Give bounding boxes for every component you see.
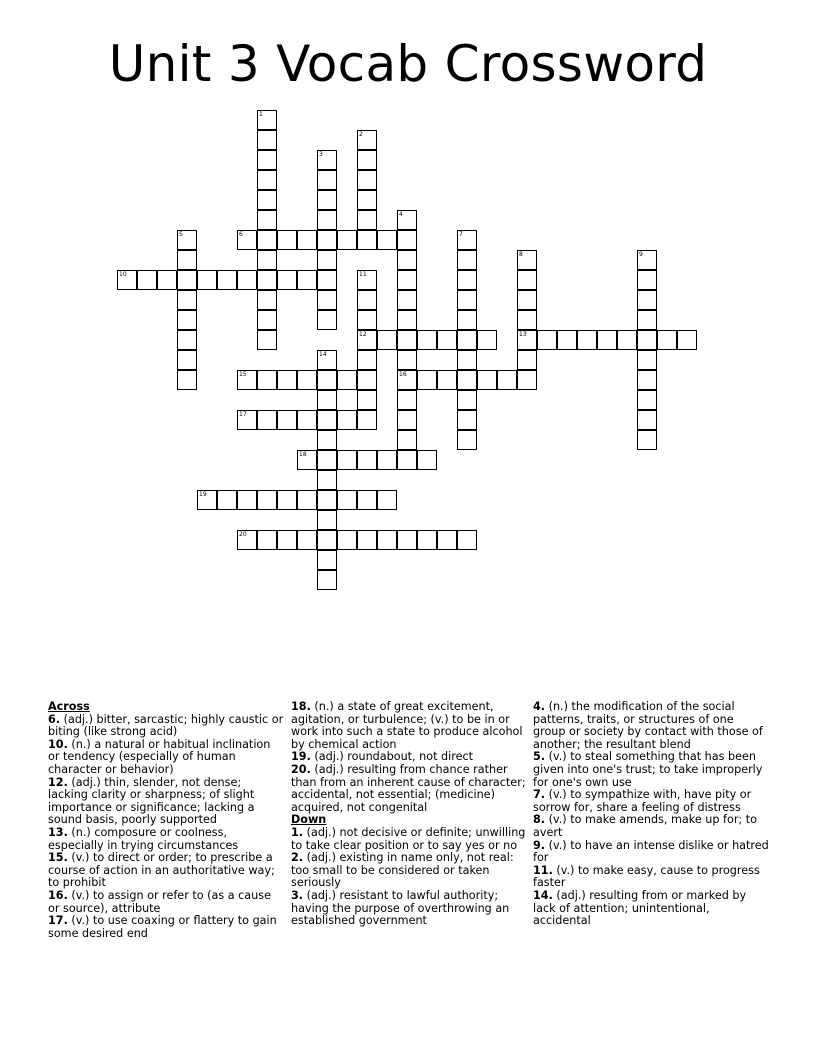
grid-cell[interactable] [637,410,657,430]
clue-number-label: 13 [519,331,527,338]
down-clue [533,701,769,751]
grid-cell[interactable] [257,370,277,390]
grid-cell[interactable] [137,270,157,290]
down-clue [533,865,769,890]
clue-text: (v.) to have an intense dislike or hatred for [533,838,769,865]
clue-number: 1. [291,825,304,839]
clue-number-label: 5 [179,231,183,238]
grid-cell[interactable] [237,230,257,250]
grid-cell[interactable] [637,310,657,330]
grid-cell[interactable] [397,450,417,470]
clue-number: 9. [533,838,546,852]
grid-cell[interactable] [337,410,357,430]
clues-column-3 [533,701,769,928]
grid-cell[interactable] [377,330,397,350]
grid-cell[interactable] [377,230,397,250]
grid-cell[interactable] [357,350,377,370]
down-clue [533,890,769,928]
across-clue [48,852,284,890]
grid-cell[interactable] [457,270,477,290]
grid-cell[interactable] [237,270,257,290]
clue-text: (adj.) thin, slender, not dense; lacking clarity or sharpness; of slight importance or significance; lacking a sound basis, poorly supported [48,775,255,827]
grid-cell[interactable] [277,530,297,550]
grid-cell[interactable] [457,350,477,370]
clue-number: 11. [533,863,553,877]
clue-text: (v.) to make easy, cause to progress faster [533,863,760,890]
clues-column-1 [48,701,284,940]
grid-cell[interactable] [357,310,377,330]
clue-number-label: 18 [299,451,307,458]
grid-cell[interactable] [377,530,397,550]
grid-cell[interactable] [177,370,197,390]
grid-cell[interactable] [177,350,197,370]
clue-text: (n.) composure or coolness, especially in trying circumstances [48,825,239,852]
clue-number-label: 4 [399,211,403,218]
down-heading: Down [291,813,327,827]
grid-cell[interactable] [517,270,537,290]
grid-cell[interactable] [477,330,497,350]
grid-cell[interactable] [637,390,657,410]
grid-cell[interactable] [237,490,257,510]
grid-cell[interactable] [357,190,377,210]
grid-cell[interactable] [297,490,317,510]
grid-cell[interactable] [517,290,537,310]
grid-cell[interactable] [457,250,477,270]
grid-cell[interactable] [197,270,217,290]
grid-cell[interactable] [257,230,277,250]
clue-number: 8. [533,813,546,827]
grid-cell[interactable] [257,330,277,350]
grid-cell[interactable] [317,190,337,210]
grid-cell[interactable] [277,490,297,510]
grid-cell[interactable] [437,370,457,390]
clue-text: (adj.) resistant to lawful authority; having the purpose of overthrowing an established government [291,888,510,928]
clue-text: (v.) to use coaxing or flattery to gain some desired end [48,914,277,940]
grid-cell[interactable] [357,370,377,390]
grid-cell[interactable] [457,390,477,410]
grid-cell[interactable] [277,270,297,290]
grid-cell[interactable] [257,170,277,190]
grid-cell[interactable] [177,330,197,350]
grid-cell[interactable] [217,490,237,510]
grid-cell[interactable] [397,210,417,230]
clue-text: (v.) to steal something that has been given into one's trust; to take improperly for one's own use [533,750,763,789]
down-clue [291,827,527,852]
grid-cell[interactable] [337,490,357,510]
grid-cell[interactable] [377,450,397,470]
grid-cell[interactable] [357,450,377,470]
grid-cell[interactable] [337,370,357,390]
grid-cell[interactable] [457,410,477,430]
grid-cell[interactable] [317,430,337,450]
grid-cell[interactable] [397,530,417,550]
grid-cell[interactable] [177,230,197,250]
clue-number-label: 2 [359,131,363,138]
grid-cell[interactable] [177,290,197,310]
grid-cell[interactable] [317,350,337,370]
clue-number: 3. [291,888,304,902]
clue-text: (adj.) roundabout, not direct [310,750,474,764]
clue-text: (adj.) resulting from or marked by lack of attention; unintentional, accidental [533,888,747,928]
grid-cell[interactable] [457,310,477,330]
grid-cell[interactable] [657,330,677,350]
grid-cell[interactable] [397,290,417,310]
grid-cell[interactable] [317,570,337,590]
down-clue [533,840,769,865]
clue-number: 18. [291,700,311,713]
clue-number-label: 8 [519,251,523,258]
grid-cell[interactable] [257,310,277,330]
grid-cell[interactable] [337,530,357,550]
down-clue [291,890,527,928]
grid-cell[interactable] [317,250,337,270]
grid-cell[interactable] [317,310,337,330]
across-clue [291,764,527,814]
grid-cell[interactable] [397,250,417,270]
grid-cell[interactable] [217,270,237,290]
grid-cell[interactable] [397,410,417,430]
grid-cell[interactable] [357,530,377,550]
grid-cell[interactable] [457,230,477,250]
across-clue [48,827,284,852]
clue-number-label: 11 [359,271,367,278]
clue-text: (v.) to direct or order; to prescribe a course of action in an authoritative way; to prohibit [48,851,275,890]
grid-cell[interactable] [317,530,337,550]
grid-cell[interactable] [357,210,377,230]
clue-number-label: 9 [639,251,643,258]
clue-number: 16. [48,888,68,902]
clue-text: (n.) a natural or habitual inclination or tendency (especially of human character or behavior) [48,737,271,776]
clue-number: 4. [533,700,546,713]
clue-number: 10. [48,737,68,751]
grid-cell[interactable] [377,490,397,510]
grid-cell[interactable] [437,530,457,550]
grid-cell[interactable] [637,430,657,450]
grid-cell[interactable] [637,270,657,290]
grid-cell[interactable] [397,270,417,290]
grid-cell[interactable] [237,410,257,430]
grid-cell[interactable] [197,490,217,510]
grid-cell[interactable] [397,330,417,350]
down-clue [533,814,769,839]
clue-number-label: 3 [319,151,323,158]
grid-cell[interactable] [257,190,277,210]
grid-cell[interactable] [557,330,577,350]
clue-text: (n.) a state of great excitement, agitation, or turbulence; (v.) to be in or work into such a state to produce alcohol by chemical action [291,700,523,751]
grid-cell[interactable] [357,270,377,290]
grid-cell[interactable] [257,150,277,170]
grid-cell[interactable] [317,370,337,390]
clue-text: (v.) to make amends, make up for; to avert [533,813,757,839]
grid-cell[interactable] [277,230,297,250]
grid-cell[interactable] [357,150,377,170]
grid-cell[interactable] [297,450,317,470]
clue-number-label: 15 [239,371,247,378]
grid-cell[interactable] [357,230,377,250]
clue-text: (v.) to assign or refer to (as a cause or source), attribute [48,888,271,915]
clue-number: 13. [48,825,68,839]
grid-cell[interactable] [637,350,657,370]
grid-cell[interactable] [317,470,337,490]
grid-cell[interactable] [317,550,337,570]
clue-text: (adj.) existing in name only, not real: too small to be considered or taken seriously [291,851,514,890]
grid-cell[interactable] [317,390,337,410]
grid-cell[interactable] [257,130,277,150]
clue-number-label: 16 [399,371,407,378]
grid-cell[interactable] [297,230,317,250]
grid-cell[interactable] [397,310,417,330]
grid-cell[interactable] [257,490,277,510]
grid-cell[interactable] [517,330,537,350]
grid-cell[interactable] [277,410,297,430]
grid-cell[interactable] [257,530,277,550]
down-clue [533,751,769,789]
grid-cell[interactable] [577,330,597,350]
clue-number: 20. [291,762,311,776]
clue-number: 15. [48,851,68,865]
clue-number-label: 10 [119,271,127,278]
grid-cell[interactable] [417,330,437,350]
grid-cell[interactable] [517,310,537,330]
grid-cell[interactable] [397,350,417,370]
grid-cell[interactable] [317,150,337,170]
grid-cell[interactable] [157,270,177,290]
grid-cell[interactable] [297,270,317,290]
grid-cell[interactable] [597,330,617,350]
grid-cell[interactable] [457,430,477,450]
grid-cell[interactable] [637,330,657,350]
grid-cell[interactable] [637,370,657,390]
grid-cell[interactable] [317,170,337,190]
grid-cell[interactable] [417,530,437,550]
grid-cell[interactable] [617,330,637,350]
grid-cell[interactable] [317,270,337,290]
clue-number: 6. [48,712,61,726]
grid-cell[interactable] [177,250,197,270]
clue-text: (adj.) not decisive or definite; unwilling to take clear position or to say yes or no [291,825,526,852]
grid-cell[interactable] [257,270,277,290]
grid-cell[interactable] [397,230,417,250]
across-clue [48,777,284,827]
grid-cell[interactable] [457,530,477,550]
grid-cell[interactable] [417,450,437,470]
grid-cell[interactable] [457,330,477,350]
clue-number-label: 7 [459,231,463,238]
clue-number: 12. [48,775,68,789]
grid-cell[interactable] [517,250,537,270]
grid-cell[interactable] [317,410,337,430]
grid-cell[interactable] [317,510,337,530]
grid-cell[interactable] [117,270,137,290]
grid-cell[interactable] [357,290,377,310]
grid-cell[interactable] [637,290,657,310]
clue-number-label: 12 [359,331,367,338]
grid-cell[interactable] [397,430,417,450]
grid-cell[interactable] [357,170,377,190]
clue-number-label: 20 [239,531,247,538]
grid-cell[interactable] [477,370,497,390]
grid-cell[interactable] [537,330,557,350]
clue-number-label: 14 [319,351,327,358]
grid-cell[interactable] [357,130,377,150]
clue-number: 5. [533,750,546,764]
clue-text: (adj.) bitter, sarcastic; highly caustic or biting (like strong acid) [48,712,284,739]
grid-cell[interactable] [317,210,337,230]
grid-cell[interactable] [337,230,357,250]
clue-number-label: 19 [199,491,207,498]
clue-number-label: 1 [259,111,263,118]
across-heading: Across [48,700,90,713]
grid-cell[interactable] [297,410,317,430]
clues-column-2 [291,701,527,928]
clue-number: 7. [533,788,546,802]
grid-cell[interactable] [357,410,377,430]
grid-cell[interactable] [177,310,197,330]
grid-cell[interactable] [497,370,517,390]
across-clue [48,890,284,915]
clue-number: 14. [533,888,553,902]
grid-cell[interactable] [277,370,297,390]
grid-cell[interactable] [317,290,337,310]
grid-cell[interactable] [257,110,277,130]
grid-cell[interactable] [257,410,277,430]
across-clue [48,714,284,739]
across-clue [291,701,527,751]
across-clue [48,915,284,940]
clue-text: (v.) to sympathize with, have pity or sorrow for, share a feeling of distress [533,788,752,814]
grid-cell[interactable] [317,230,337,250]
grid-cell[interactable] [317,450,337,470]
grid-cell[interactable] [357,490,377,510]
clue-text: (adj.) resulting from chance rather than from an inherent cause of character; accidental, not essential; (medicine) acquired, not congenital [291,762,526,814]
clue-number: 19. [291,750,311,764]
grid-cell[interactable] [257,290,277,310]
grid-cell[interactable] [457,290,477,310]
down-clue [291,852,527,890]
grid-cell[interactable] [457,370,477,390]
grid-cell[interactable] [417,370,437,390]
across-clue [48,739,284,777]
grid-cell[interactable] [517,350,537,370]
grid-cell[interactable] [437,330,457,350]
grid-cell[interactable] [517,370,537,390]
grid-cell[interactable] [637,250,657,270]
grid-cell[interactable] [337,450,357,470]
clue-text: (n.) the modification of the social patterns, traits, or structures of one group or society by contact with those of another; the resultant blend [533,700,763,751]
clue-number-label: 6 [239,231,243,238]
grid-cell[interactable] [357,330,377,350]
grid-cell[interactable] [677,330,697,350]
clue-number-label: 17 [239,411,247,418]
grid-cell[interactable] [237,530,257,550]
down-clue [533,789,769,814]
grid-cell[interactable] [237,370,257,390]
page-title: Unit 3 Vocab Crossword [108,35,708,93]
grid-cell[interactable] [257,250,277,270]
grid-cell[interactable] [297,530,317,550]
grid-cell[interactable] [397,390,417,410]
grid-cell[interactable] [177,270,197,290]
grid-cell[interactable] [257,210,277,230]
grid-cell[interactable] [297,370,317,390]
grid-cell[interactable] [317,490,337,510]
grid-cell[interactable] [397,370,417,390]
clue-number: 17. [48,914,68,928]
clue-number: 2. [291,851,304,865]
grid-cell[interactable] [357,390,377,410]
